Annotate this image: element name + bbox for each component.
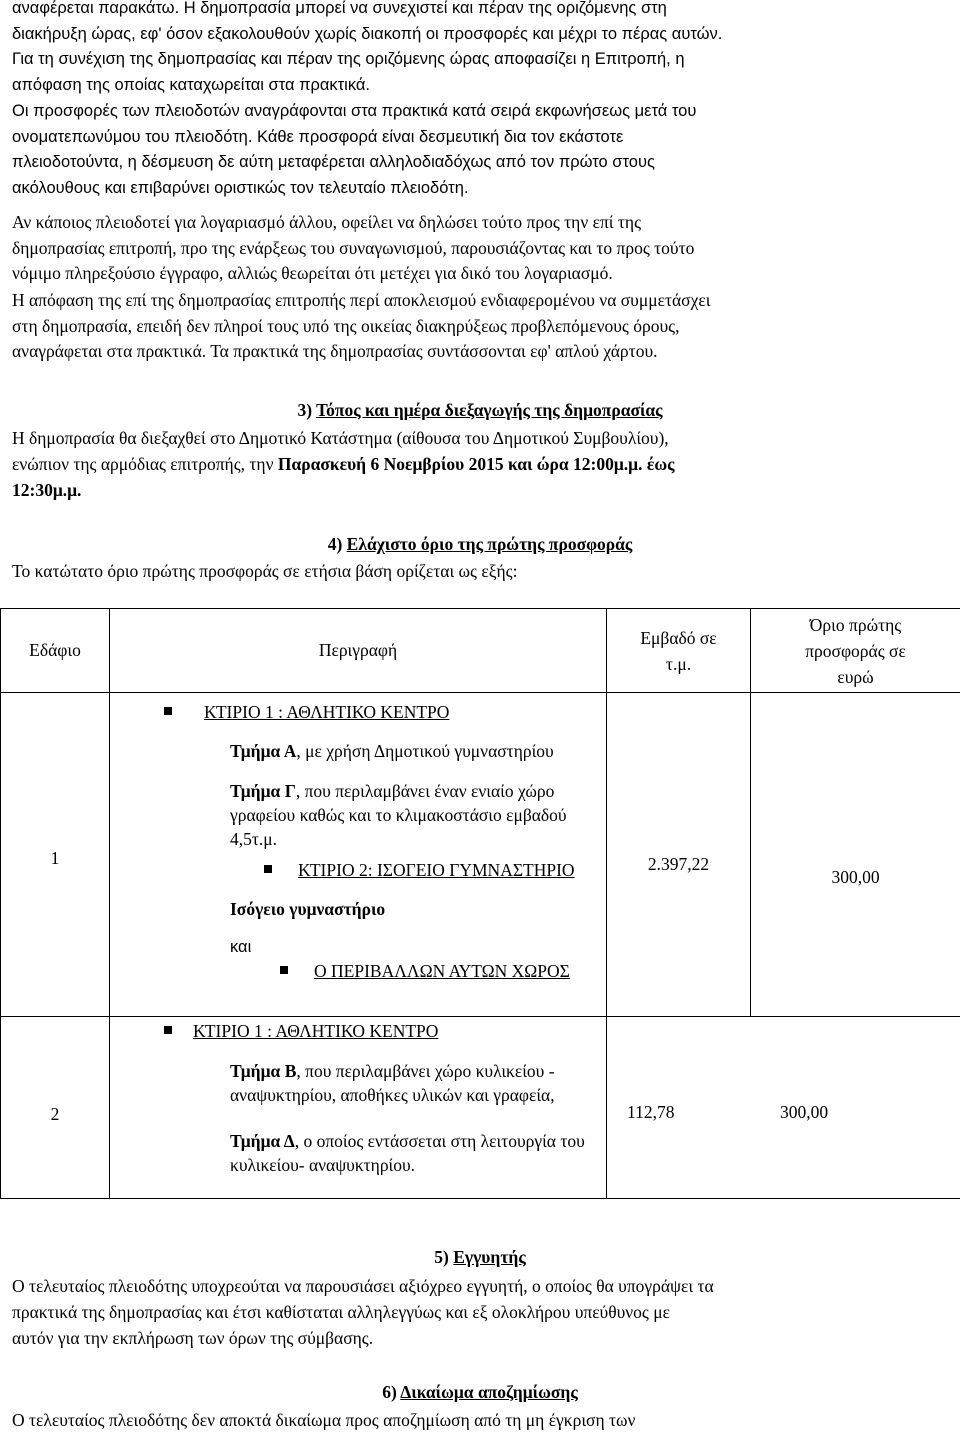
text-line: πλειοδοτούντα, η δέσμευση δε αύτη μεταφέρεται αλληλοδιαδόχως από τον πρώτο στους <box>12 153 655 172</box>
text-span: , με χρήση Δημοτικού γυμναστηρίου <box>296 741 554 761</box>
table-row <box>1 1017 960 1199</box>
header-area <box>607 609 751 693</box>
date-time-bold: Παρασκευή 6 Νοεμβρίου 2015 και ώρα 12:00μ.μ. έως <box>277 454 675 474</box>
text-line: Ο τελευταίος πλειοδότης δεν αποκτά δικαίωμα προς αποζημίωση από τη μη έγκριση των <box>12 1410 636 1430</box>
intro-paragraph-3 <box>12 210 946 287</box>
bullet-icon <box>164 707 172 715</box>
building-line <box>264 858 575 882</box>
section-5-heading <box>0 1247 960 1268</box>
text-line: Ο τελευταίος πλειοδότης υποχρεούται να παρουσιάσει αξιόχρεο εγγυητή, ο οποίος θα υπογράψει τα <box>12 1276 714 1296</box>
building-name: Ο ΠΕΡΙΒΑΛΛΩΝ ΑΥΤΩΝ ΧΩΡΟΣ <box>314 961 570 981</box>
building-line <box>280 959 570 983</box>
text-line: Αν κάποιος πλειοδοτεί για λογαριασμό άλλου, οφείλει να δηλώσει τούτο προς την επί της <box>12 212 642 232</box>
min-offer-value: 300,00 <box>831 866 880 887</box>
text-line: Για τη συνέχιση της δημοπρασίας και πέραν της οριζόμενης ώρας αποφασίζει η Επιτροπή, η <box>12 50 685 69</box>
section-number: 3) <box>297 400 313 420</box>
section-line <box>230 779 554 803</box>
text-line: αναφέρεται παρακάτω. Η δημοπρασία μπορεί να συνεχιστεί και πέραν της οριζόμενης στη <box>12 0 667 17</box>
text-line: πρακτικά της δημοπρασίας και έτσι καθίσταται αλληλεγγύως και εξ ολοκλήρου υπεύθυνος με <box>12 1302 670 1322</box>
text-span: , που περιλαμβάνει έναν ενιαίο χώρο <box>295 781 555 801</box>
text-line: Η δημοπρασία θα διεξαχθεί στο Δημοτικό Κατάστημα (αίθουσα του Δημοτικού Συμβουλίου), <box>12 428 669 448</box>
bullet-icon <box>164 1026 172 1034</box>
section-bold: Ισόγειο γυμναστήριο <box>230 899 386 919</box>
section-3-body <box>12 425 946 503</box>
section-4-heading <box>0 534 960 555</box>
table-row <box>1 693 960 1017</box>
intro-paragraph-4 <box>12 288 946 365</box>
section-title: Δικαίωμα αποζημίωσης <box>400 1382 578 1402</box>
text-line: και <box>230 938 252 956</box>
lot-cell <box>1 1017 110 1199</box>
section-number: 6) <box>382 1382 397 1402</box>
building-line <box>164 1019 438 1043</box>
text-line: ακόλουθους και επιβαρύνει οριστικώς τον τελευταίο πλειοδότη. <box>12 179 469 198</box>
table-header-row <box>1 609 960 693</box>
text-line: στη δημοπρασία, επειδή δεν πληροί τους υπό της οικείας διακηρύξεως προβλεπόμενους όρους, <box>12 315 680 336</box>
min-offer-cell <box>751 693 960 1017</box>
section-6-body <box>12 1408 946 1434</box>
text-line: αναγράφεται στα πρακτικά. Τα πρακτικά της δημοπρασίας συντάσσονται εφ' απλού χάρτου. <box>12 341 658 362</box>
text-line: γραφείου καθώς και το κλιμακοστάσιο εμβαδού <box>230 805 567 825</box>
text-line: αυτόν για την εκπλήρωση των όρων της σύμβασης. <box>12 1328 374 1348</box>
text-line: Οι προσφορές των πλειοδοτών αναγράφονται στα πρακτικά κατά σειρά εκφωνήσεως μετά του <box>12 102 697 120</box>
area-value: 112,78 <box>627 1101 675 1122</box>
bullet-icon <box>280 966 288 974</box>
bullet-icon <box>264 865 272 873</box>
area-cell <box>607 693 751 1017</box>
text-line <box>230 897 385 921</box>
header-lot <box>1 609 110 693</box>
area-and-min-offer-cell <box>607 1017 960 1199</box>
intro-paragraph-1 <box>12 0 946 99</box>
text-line: αναψυκτηρίου, αποθήκες υλικών και γραφεία, <box>230 1085 555 1105</box>
text-line: ονοματεπωνύμου του πλειοδότη. Κάθε προσφορά είναι δεσμευτική δια τον εκάστοτε <box>12 127 624 146</box>
section-bold: Τμήμα Β <box>230 1061 297 1081</box>
header-text: ευρώ <box>837 666 874 687</box>
text-line: δημοπρασίας επιτροπή, προ της ενάρξεως του συναγωνισμού, παρουσιάζοντας και το προς τούτο <box>12 237 695 258</box>
text-line: Η απόφαση της επί της δημοπρασίας επιτροπής περί αποκλεισμού ενδιαφερομένου να συμμετάσχει <box>12 290 711 310</box>
text-line: 4,5τ.μ. <box>230 829 278 849</box>
section-bold: Τμήμα Δ <box>230 1131 295 1151</box>
min-offer-value: 300,00 <box>780 1101 829 1122</box>
section-title: Ελάχιστο όριο της πρώτης προσφοράς <box>346 534 633 554</box>
section-5-body <box>12 1273 946 1351</box>
section-number: 4) <box>327 534 343 554</box>
section-title: Εγγυητής <box>453 1247 526 1267</box>
end-time-bold: 12:30μ.μ. <box>12 480 82 500</box>
header-text: Εδάφιο <box>29 640 81 660</box>
section-line <box>230 1059 555 1083</box>
section-bold: Τμήμα Α <box>230 741 297 761</box>
text-line: κυλικείου- αναψυκτηρίου. <box>230 1155 416 1175</box>
section-number: 5) <box>434 1247 449 1267</box>
section-4-intro <box>12 559 946 585</box>
header-text: Εμβαδό σε <box>640 627 717 648</box>
section-bold: Τμήμα Γ <box>230 781 296 801</box>
header-text: τ.μ. <box>665 653 692 674</box>
lot-number: 2 <box>50 1104 60 1124</box>
text-line: Το κατώτατο όριο πρώτης προσφοράς σε ετήσια βάση ορίζεται ως εξής: <box>12 561 518 581</box>
lot-cell <box>1 693 110 1017</box>
section-line <box>230 1129 585 1153</box>
section-title: Τόπος και ημέρα διεξαγωγής της δημοπρασίας <box>316 400 663 420</box>
text-line: διακήρυξη ώρας, εφ' όσον εξακολουθούν χωρίς διακοπή οι προσφορές και μέχρι το πέρας αυτών. <box>12 24 723 43</box>
section-3-heading <box>0 400 960 421</box>
header-text: Όριο πρώτης <box>809 614 902 635</box>
text-span: ενώπιον της αρμόδιας επιτροπής, την <box>12 454 278 474</box>
area-value: 2.397,22 <box>647 854 710 874</box>
building-line <box>164 700 449 724</box>
intro-paragraph-2 <box>12 99 946 202</box>
minimum-offer-table <box>0 608 960 1199</box>
text-line <box>12 451 946 477</box>
header-min-offer <box>751 609 960 693</box>
text-span: , που περιλαμβάνει χώρο κυλικείου - <box>296 1061 555 1081</box>
header-text: Περιγραφή <box>318 640 398 660</box>
text-line: απόφαση της οποίας καταχωρείται στα πρακτικά. <box>12 76 371 95</box>
building-name: ΚΤΙΡΙΟ 1 : ΑΘΛΗΤΙΚΟ ΚΕΝΤΡΟ <box>204 702 450 722</box>
section-6-heading <box>0 1382 960 1403</box>
description-cell <box>110 1017 607 1199</box>
building-name: ΚΤΙΡΙΟ 2: ΙΣΟΓΕΙΟ ΓΥΜΝΑΣΤΗΡΙΟ <box>298 860 575 880</box>
text-line: νόμιμο πληρεξούσιο έγγραφο, αλλιώς θεωρείται ότι μετέχει για δικό του λογαριασμό. <box>12 263 613 284</box>
lot-number: 1 <box>50 848 60 868</box>
header-description <box>110 609 607 693</box>
building-name: ΚΤΙΡΙΟ 1 : ΑΘΛΗΤΙΚΟ ΚΕΝΤΡΟ <box>193 1021 439 1041</box>
description-cell <box>110 693 607 1017</box>
text-span: , ο οποίος εντάσσεται στη λειτουργία του <box>294 1131 585 1151</box>
header-text: προσφοράς σε <box>805 640 906 661</box>
section-line <box>230 739 554 763</box>
